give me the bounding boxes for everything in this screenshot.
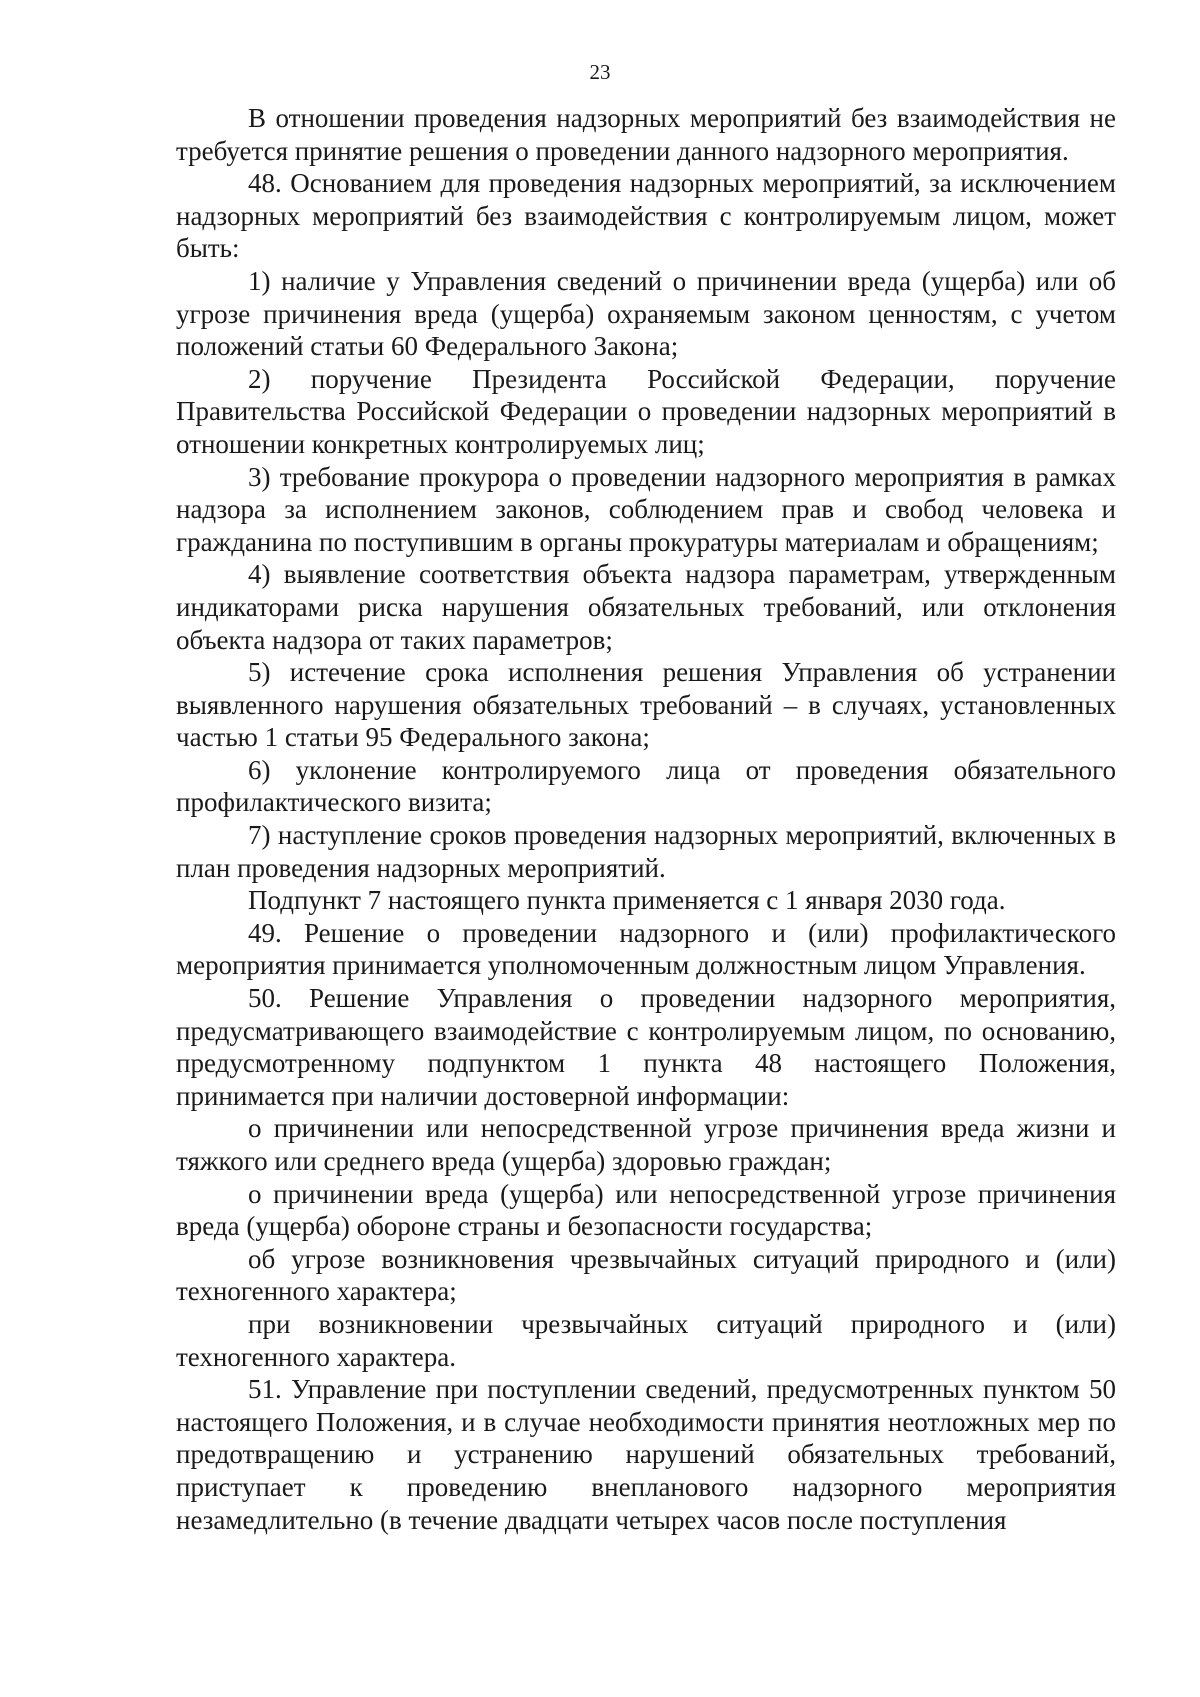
paragraph: об угрозе возникновения чрезвычайных ситуаций природного и (или) техногенного характера; — [176, 1243, 1116, 1307]
paragraph: 49. Решение о проведении надзорного и (или) профилактического мероприятия принимается уполномоченным должностным лицом Управления. — [176, 917, 1116, 981]
paragraph: В отношении проведения надзорных мероприятий без взаимодействия не требуется принятие решения о проведении данного надзорного мероприятия. — [176, 103, 1116, 166]
paragraph: 6) уклонение контролируемого лица от проведения обязательного профилактического визита; — [176, 754, 1116, 818]
paragraph: при возникновении чрезвычайных ситуаций природного и (или) техногенного характера. — [176, 1308, 1116, 1372]
paragraph: 3) требование прокурора о проведении надзорного мероприятия в рамках надзора за исполнением законов, соблюдением прав и свобод человека и гражданина по поступившим в органы прокуратуры материалам и обращениям; — [176, 461, 1116, 557]
paragraph: 4) выявление соответствия объекта надзора параметрам, утвержденным индикаторами риска нарушения обязательных требований, или отклонения объекта надзора от таких параметров; — [176, 559, 1116, 655]
paragraph: 51. Управление при поступлении сведений, предусмотренных пунктом 50 настоящего Положения, и в случае необходимости принятия неотложных мер по предотвращению и устранению нарушений обязательных требований, приступает к проведению внепланового надзорного мероприятия незамедлительно (в течение двадцати четырех часов после поступления — [176, 1374, 1116, 1535]
paragraph: 50. Решение Управления о проведении надзорного мероприятия, предусматривающего взаимодействие с контролируемым лицом, по основанию, предусмотренному подпунктом 1 пункта 48 настоящего Положения, принимается при наличии достоверной информации: — [176, 983, 1116, 1111]
paragraph: 48. Основанием для проведения надзорных мероприятий, за исключением надзорных мероприятий без взаимодействия с контролируемым лицом, может быть: — [176, 168, 1116, 264]
paragraph: 2) поручение Президента Российской Федерации, поручение Правительства Российской Федерации о проведении надзорных мероприятий в отношении конкретных контролируемых лиц; — [176, 363, 1116, 459]
page-number: 23 — [589, 60, 611, 84]
paragraph: 5) истечение срока исполнения решения Управления об устранении выявленного нарушения обязательных требований – в случаях, установленных частью 1 статьи 95 Федерального закона; — [176, 657, 1116, 753]
paragraph: 1) наличие у Управления сведений о причинении вреда (ущерба) или об угрозе причинения вреда (ущерба) охраняемым законом ценностям, с учетом положений статьи 60 Федерального Закона; — [176, 265, 1116, 362]
document-body — [176, 102, 1116, 1536]
paragraph: о причинении или непосредственной угрозе причинения вреда жизни и тяжкого или среднего вреда (ущерба) здоровью граждан; — [176, 1113, 1116, 1176]
paragraph: о причинении вреда (ущерба) или непосредственной угрозе причинения вреда (ущерба) обороне страны и безопасности государства; — [176, 1178, 1116, 1242]
paragraph: Подпункт 7 настоящего пункта применяется с 1 января 2030 года. — [248, 885, 1006, 916]
paragraph: 7) наступление сроков проведения надзорных мероприятий, включенных в план проведения надзорных мероприятий. — [176, 820, 1116, 883]
